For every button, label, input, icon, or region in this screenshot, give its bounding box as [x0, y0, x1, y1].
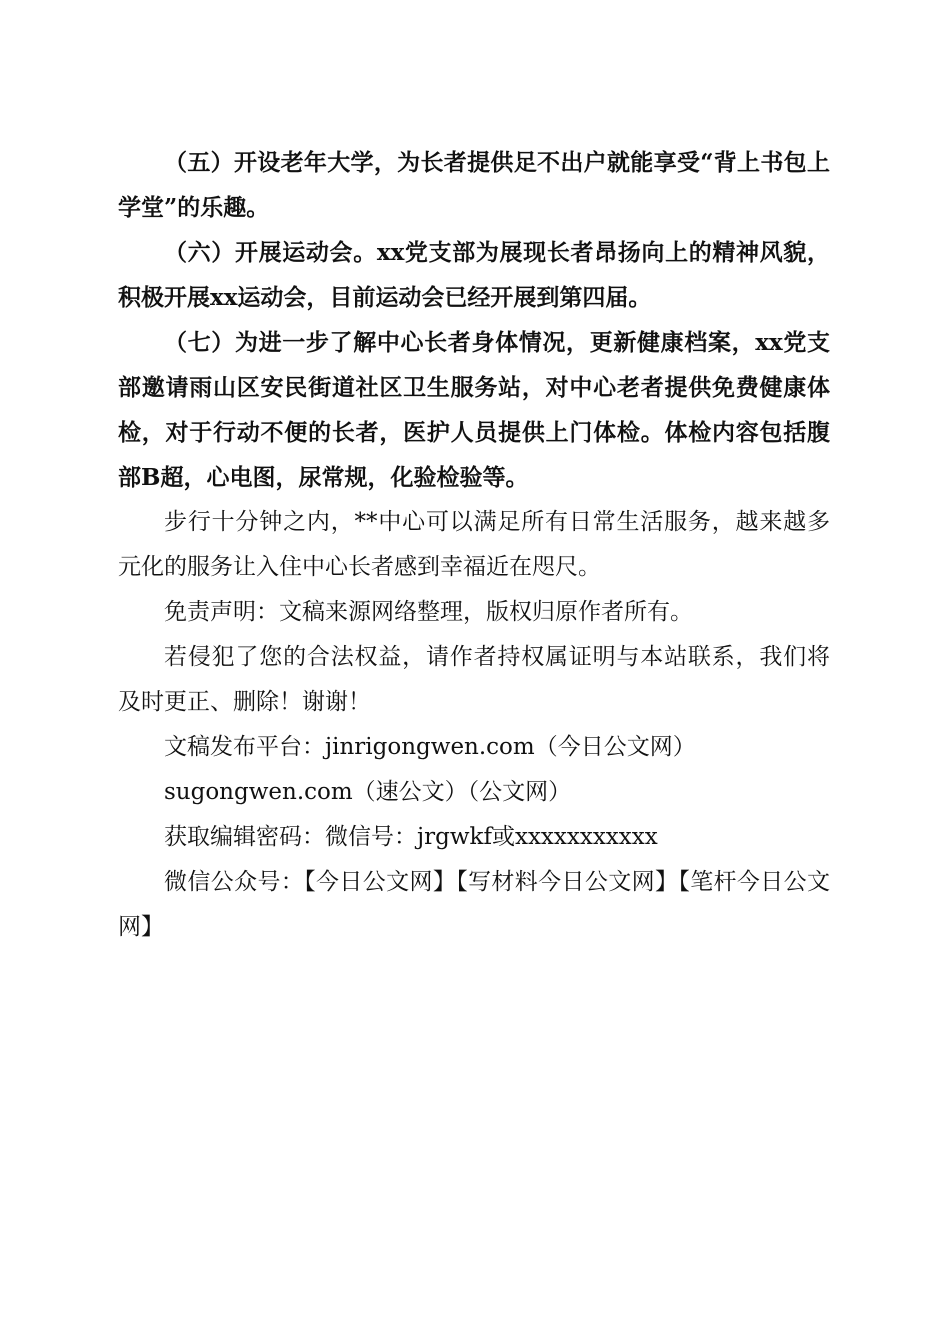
infringement-notice: 若侵犯了您的合法权益，请作者持权属证明与本站联系，我们将及时更正、删除！谢谢！ — [118, 644, 830, 715]
disclaimer-text: 免责声明：文稿来源网络整理，版权归原作者所有。 — [164, 599, 693, 625]
edit-password-text: 获取编辑密码：微信号：jrgwkf或xxxxxxxxxxx — [164, 824, 658, 850]
paragraph-item-7: （七）为进一步了解中心长者身体情况，更新健康档案，xx党支部邀请雨山区安民街道社区卫生服务站，对中心老者提供免费健康体检，对于行动不便的长者，医护人员提供上门体检。体检内容包括腹部B超，心电图，尿常规，化验检验等。 — [118, 329, 830, 491]
publish-platform-text: 文稿发布平台：jinrigongwen.com（今日公文网） — [164, 734, 696, 760]
document-body — [118, 140, 830, 950]
paragraph-walking-distance: 步行十分钟之内，**中心可以满足所有日常生活服务，越来越多元化的服务让入住中心长者感到幸福近在咫尺。 — [118, 509, 830, 580]
paragraph-item-5: （五）开设老年大学，为长者提供足不出户就能享受“背上书包上学堂”的乐趣。 — [118, 149, 830, 221]
paragraph-item-6: （六）开展运动会。xx党支部为展现长者昂扬向上的精神风貌，积极开展xx运动会，目前运动会已经开展到第四届。 — [118, 239, 830, 311]
wechat-accounts-text: 微信公众号：【今日公文网】【写材料今日公文网】【笔杆今日公文网】 — [118, 869, 830, 940]
secondary-site-text: sugongwen.com（速公文）（公文网） — [164, 779, 572, 805]
